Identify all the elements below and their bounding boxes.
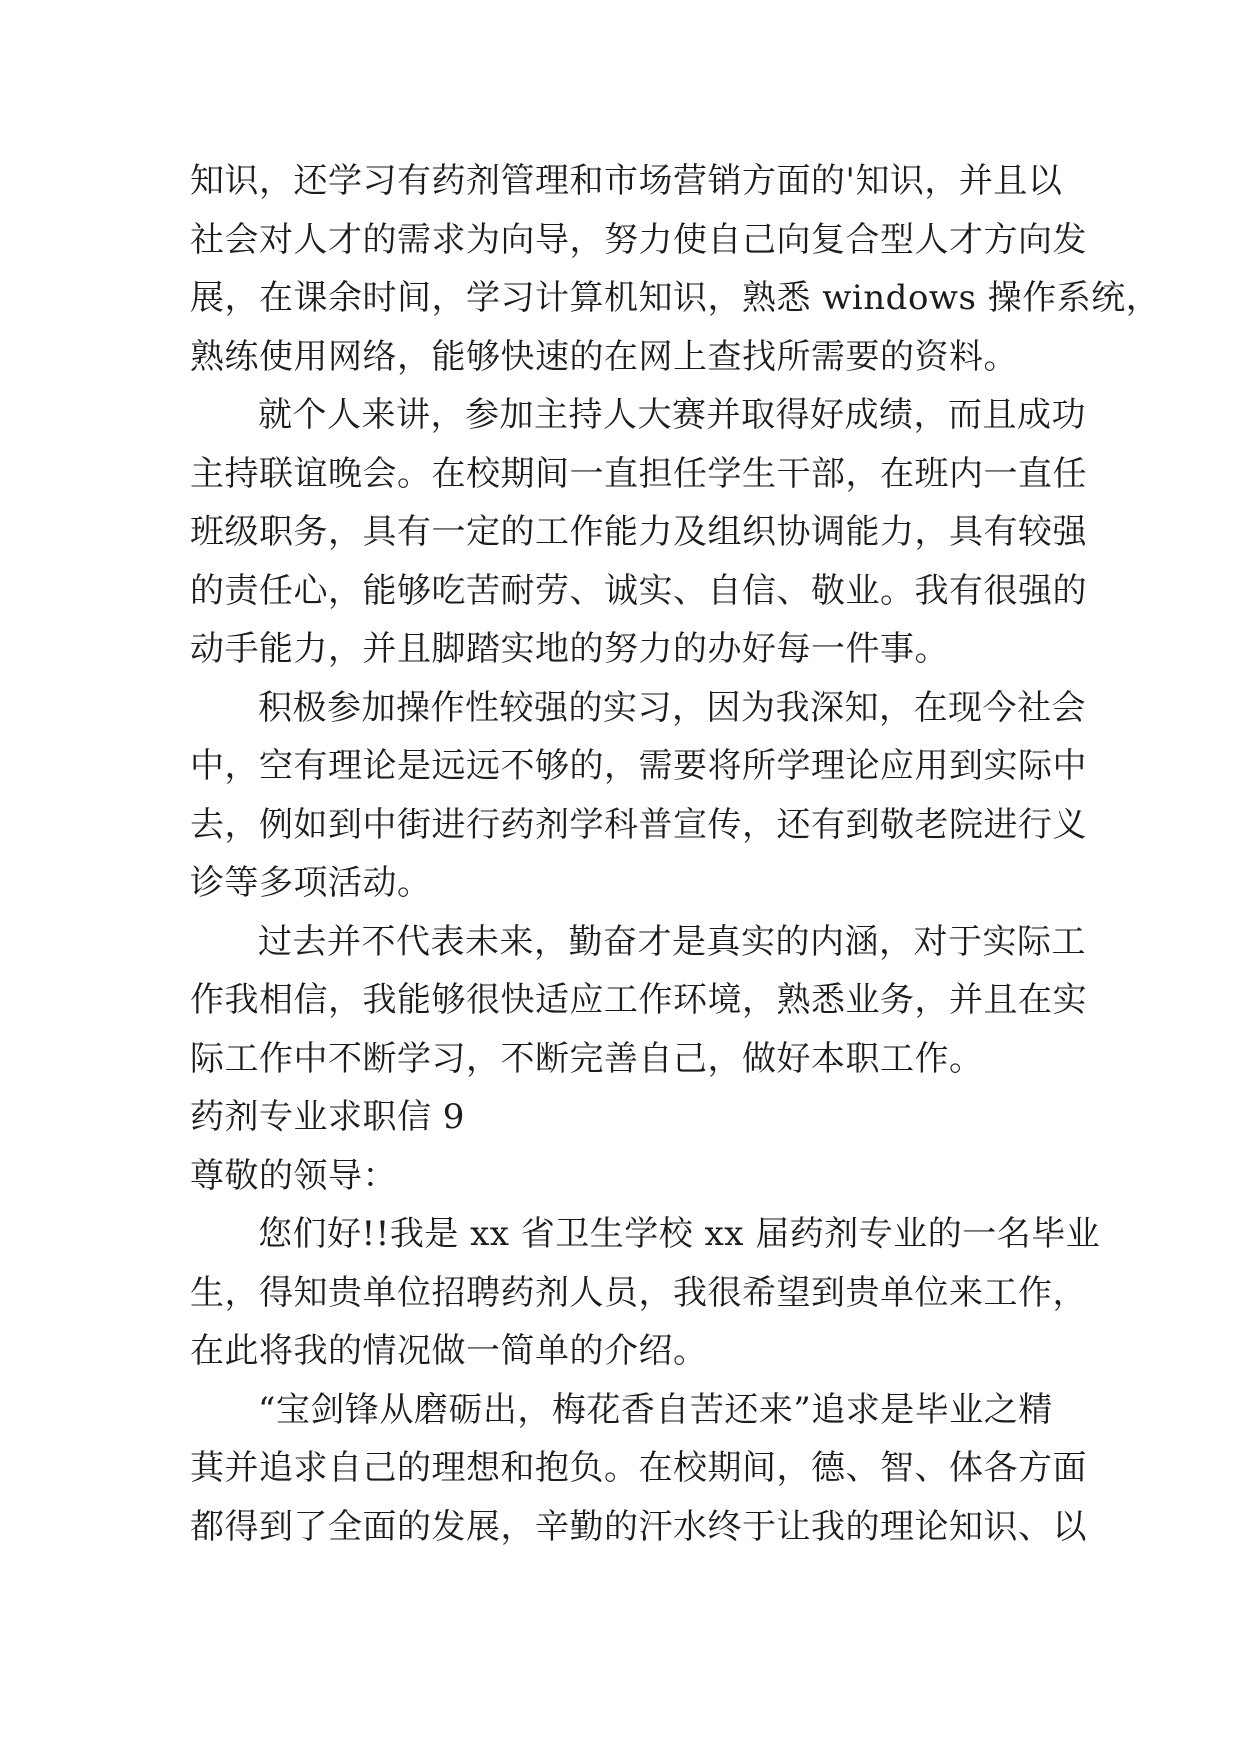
- text-line: 际工作中不断学习，不断完善自己，做好本职工作。: [190, 1038, 984, 1079]
- text-line: 社会对人才的需求为向导，努力使自己向复合型人才方向发: [190, 219, 1087, 260]
- salutation: 尊敬的领导：: [190, 1155, 397, 1196]
- text-line: 诊等多项活动。: [190, 863, 432, 903]
- text-line: 就个人来讲，参加主持人大赛并取得好成绩，而且成功: [258, 395, 1086, 435]
- text-line: 生，得知贵单位招聘药剂人员，我很希望到贵单位来工作，: [190, 1272, 1087, 1313]
- letter-body: [190, 152, 1161, 1556]
- text-line: 您们好!!我是 xx 省卫生学校 xx 届药剂专业的一名毕业: [258, 1214, 1101, 1254]
- text-line: 中，空有理论是远远不够的，需要将所学理论应用到实际中: [190, 746, 1087, 786]
- text-line: 过去并不代表未来，勤奋才是真实的内涵，对于实际工: [258, 921, 1086, 962]
- text-line: 展，在课余时间，学习计算机知识，熟悉 windows 操作系统，: [190, 278, 1161, 318]
- text-line: 积极参加操作性较强的实习，因为我深知，在现今社会: [258, 687, 1086, 728]
- text-line: 熟练使用网络，能够快速的在网上查找所需要的资料。: [190, 336, 1018, 377]
- text-line: 都得到了全面的发展，辛勤的汗水终于让我的理论知识、以: [190, 1506, 1087, 1547]
- text-line: 在此将我的情况做一简单的介绍。: [190, 1331, 708, 1371]
- text-line: 班级职务，具有一定的工作能力及组织协调能力，具有较强: [190, 512, 1087, 552]
- text-line: 的责任心，能够吃苦耐劳、诚实、自信、敬业。我有很强的: [190, 570, 1087, 611]
- text-line: 动手能力，并且脚踏实地的努力的办好每一件事。: [190, 629, 949, 669]
- section-heading: 药剂专业求职信 9: [190, 1097, 465, 1137]
- text-line: 知识，还学习有药剂管理和市场营销方面的'知识，并且以: [190, 161, 1063, 201]
- text-line: 作我相信，我能够很快适应工作环境，熟悉业务，并且在实: [190, 980, 1087, 1020]
- text-line: 主持联谊晚会。在校期间一直担任学生干部，在班内一直任: [190, 453, 1087, 494]
- text-line: “宝剑锋从磨砺出，梅花香自苦还来”追求是毕业之精: [258, 1389, 1053, 1430]
- text-line: 萁并追求自己的理想和抱负。在校期间，德、智、体各方面: [190, 1448, 1087, 1488]
- text-line: 去，例如到中街进行药剂学科普宣传，还有到敬老院进行义: [190, 804, 1087, 845]
